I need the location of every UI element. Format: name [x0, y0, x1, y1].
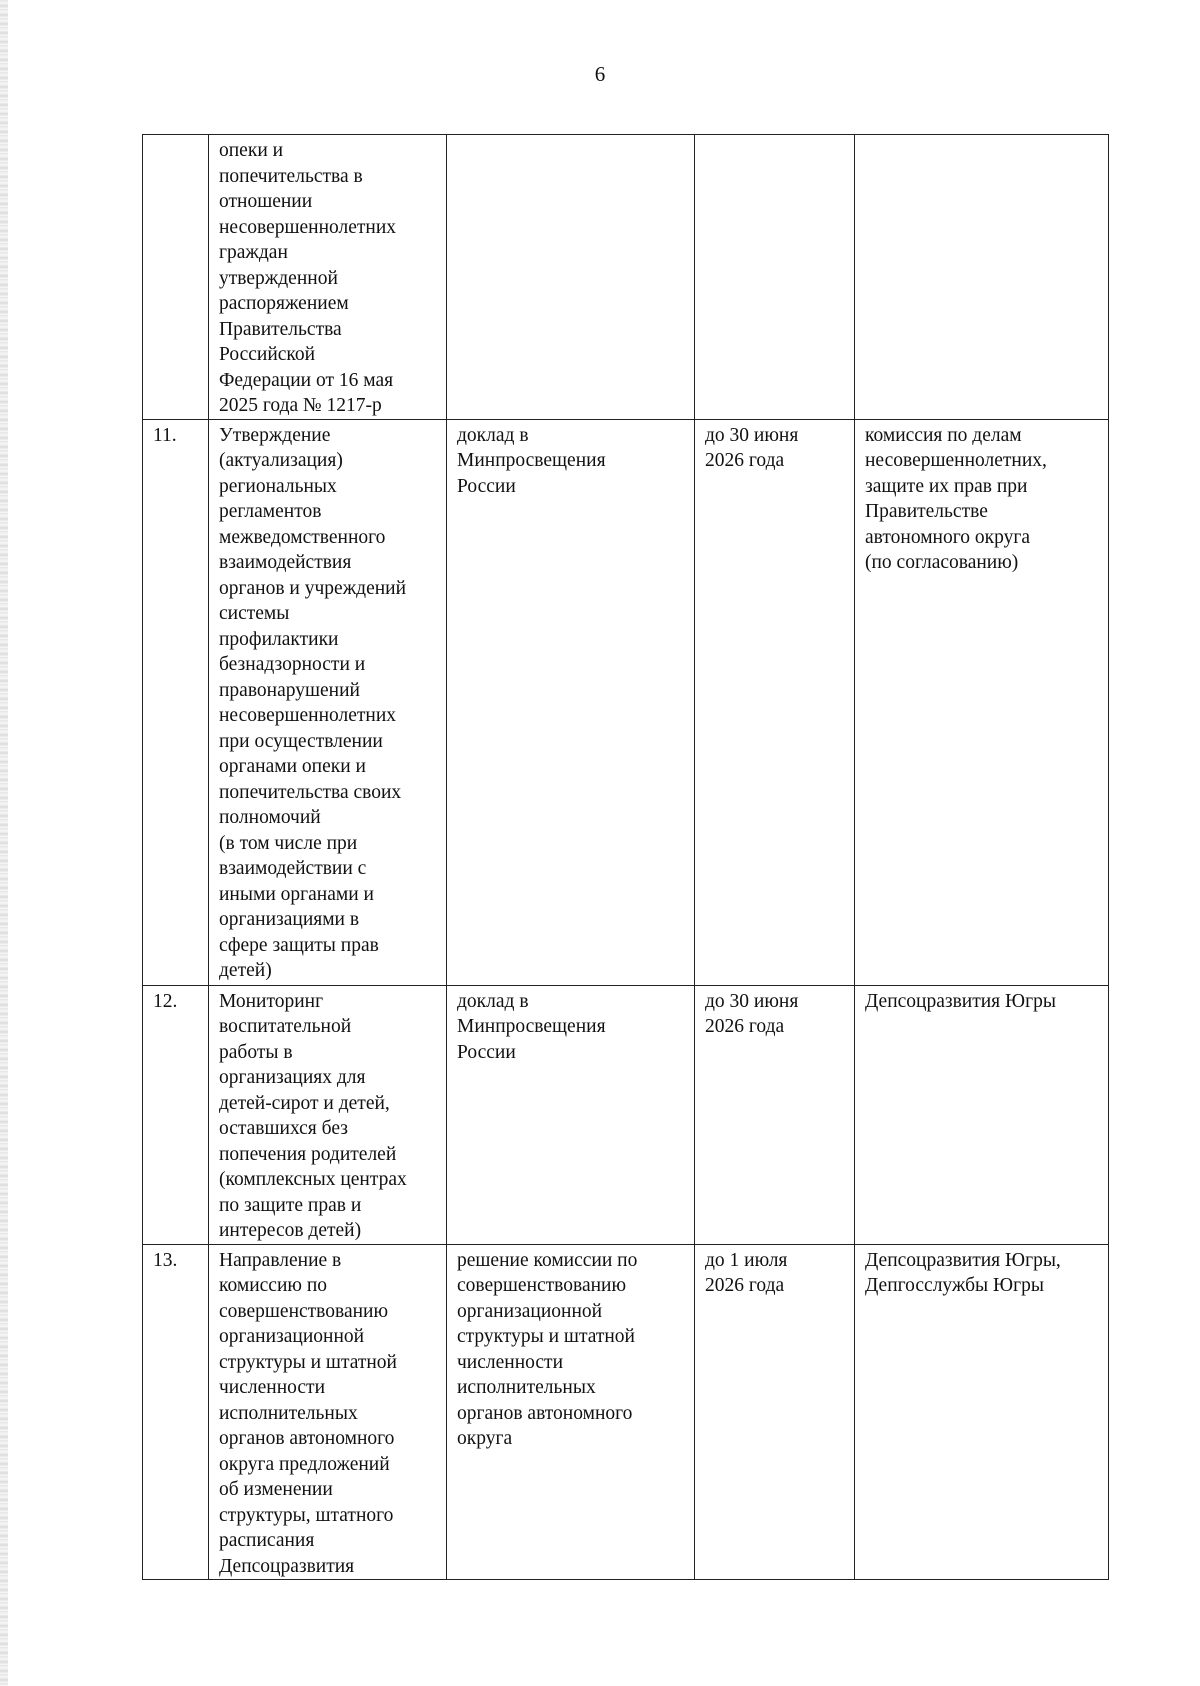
action-cell: Мониторинг воспитательной работы в организациях для детей-сирот и детей, оставшихся без попечения родителей (комплексных центрах по защите прав и интересов детей) [209, 985, 447, 1244]
responsible-cell [855, 135, 1109, 420]
plan-table [142, 134, 1109, 1580]
responsible-cell: Депсоцразвития Югры, Депгосслужбы Югры [855, 1244, 1109, 1580]
row-number-cell: 13. [143, 1244, 209, 1580]
deadline-cell: до 30 июня 2026 года [695, 985, 855, 1244]
result-cell: решение комиссии по совершенствованию организационной структуры и штатной численности исполнительных органов автономного округа [447, 1244, 695, 1580]
table-row-continuation [143, 135, 1109, 420]
page-number: 6 [594, 62, 606, 86]
responsible-cell: комиссия по делам несовершеннолетних, защите их прав при Правительстве автономного округа (по согласованию) [855, 419, 1109, 985]
scan-edge-artifact [0, 0, 8, 1686]
deadline-cell: до 1 июля 2026 года [695, 1244, 855, 1580]
responsible-cell: Депсоцразвития Югры [855, 985, 1109, 1244]
deadline-cell [695, 135, 855, 420]
result-cell: доклад в Минпросвещения России [447, 985, 695, 1244]
row-number-cell: 11. [143, 419, 209, 985]
row-number-cell [143, 135, 209, 420]
result-cell [447, 135, 695, 420]
table-row-13 [143, 1244, 1109, 1580]
deadline-cell: до 30 июня 2026 года [695, 419, 855, 985]
action-cell: опеки и попечительства в отношении несовершеннолетних граждан утвержденной распоряжением Правительства Российской Федерации от 16 мая 2025 года № 1217-р [209, 135, 447, 420]
action-cell: Направление в комиссию по совершенствованию организационной структуры и штатной численности исполнительных органов автономного округа предложений об изменении структуры, штатного расписания Депсоцразвития [209, 1244, 447, 1580]
result-cell: доклад в Минпросвещения России [447, 419, 695, 985]
table-row-11 [143, 419, 1109, 985]
table-row-12 [143, 985, 1109, 1244]
action-cell: Утверждение (актуализация) региональных регламентов межведомственного взаимодействия органов и учреждений системы профилактики безнадзорности и правонарушений несовершеннолетних при осуществлении органами опеки и попечительства своих полномочий (в том числе при взаимодействии с иными органами и организациями в сфере защиты прав детей) [209, 419, 447, 985]
row-number-cell: 12. [143, 985, 209, 1244]
